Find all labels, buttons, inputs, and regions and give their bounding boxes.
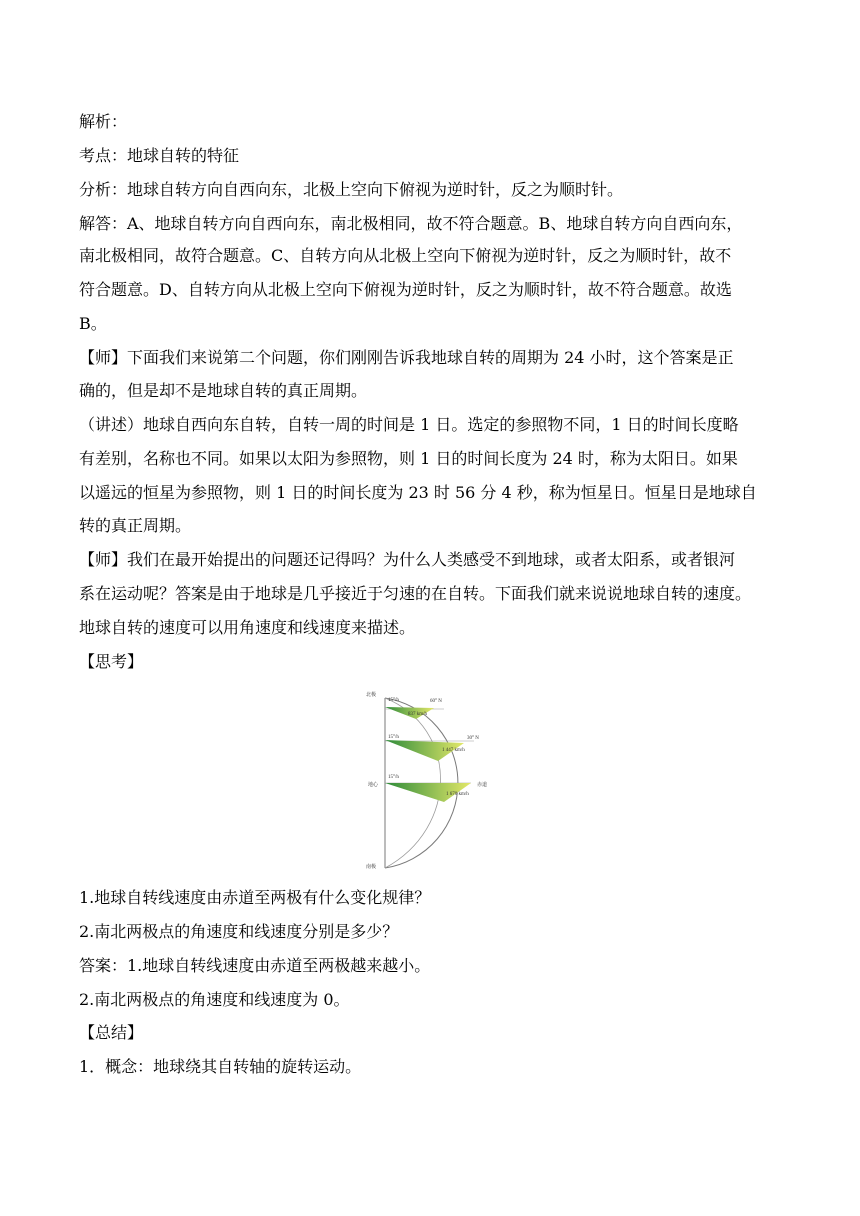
earth-rotation-diagram [364,688,500,872]
text-line: 确的，但是却不是地球自转的真正周期。 [79,381,368,400]
lat-60-label: 60° N [430,699,442,704]
text-line: （讲述）地球自西向东自转，自转一周的时间是 1 日。选定的参照物不同，1 日的时间长度略 [79,415,739,434]
angular-speed-equator-label: 15°/h [388,775,399,780]
text-line: 南北极相同，故符合题意。C、自转方向从北极上空向下俯视为逆时针，反之为顺时针，故不 [79,246,732,265]
speed-equator-label: 1 670 km/h [446,792,469,797]
earth-center-label: 地心 [368,783,379,788]
speed-60-label: 837 km/h [408,712,428,717]
equator-label: 赤道 [477,783,488,788]
text-line: 转的真正周期。 [79,516,192,535]
question-line: 2.南北两极点的角速度和线速度分别是多少？ [79,922,399,941]
answer-line: 答案：1.地球自转线速度由赤道至两极越来越小。 [79,956,431,975]
text-line: 【师】下面我们来说第二个问题，你们刚刚告诉我地球自转的周期为 24 小时，这个答案是正 [79,348,734,367]
text-line: 【师】我们在最开始提出的问题还记得吗？为什么人类感受不到地球，或者太阳系，或者银河 [79,550,736,569]
text-line: 以遥远的恒星为参照物，则 1 日的时间长度为 23 时 56 分 4 秒，称为恒星日。恒星日是地球自 [79,483,757,502]
text-line: 有差别，名称也不同。如果以太阳为参照物，则 1 日的时间长度为 24 时，称为太阳日。如果 [79,449,738,468]
text-line: 【思考】 [79,652,144,671]
text-line: 系在运动呢？答案是由于地球是几乎接近于匀速的在自转。下面我们就来说说地球自转的速度。 [79,584,752,603]
question-line: 1.地球自转线速度由赤道至两极有什么变化规律？ [79,888,431,907]
angular-speed-30-label: 15°/h [388,735,399,740]
text-line: B。 [79,314,107,333]
south-pole-label: 南极 [366,865,377,870]
text-line: 1．概念：地球绕其自转轴的旋转运动。 [79,1057,362,1076]
text-line: 符合题意。D、自转方向从北极上空向下俯视为逆时针，反之为顺时针，故不符合题意。故选 [79,280,732,299]
text-line: 解答：A、地球自转方向自西向东，南北极相同，故不符合题意。B、地球自转方向自西向东， [79,214,743,233]
text-line: 分析：地球自转方向自西向东，北极上空向下俯视为逆时针，反之为顺时针。 [79,180,624,199]
speed-30-label: 1 447 km/h [442,748,465,753]
earth-rotation-speed-figure [364,688,500,872]
lat-30-label: 30° N [467,736,479,741]
angular-speed-60-label: 15°/h [388,698,399,703]
text-line: 地球自转的速度可以用角速度和线速度来描述。 [79,618,416,637]
text-line: 解析： [79,112,128,131]
north-pole-label: 北极 [366,693,377,698]
section-heading: 【总结】 [79,1023,144,1042]
answer-line: 2.南北两极点的角速度和线速度为 0。 [79,990,350,1009]
text-line: 考点：地球自转的特征 [79,146,240,165]
